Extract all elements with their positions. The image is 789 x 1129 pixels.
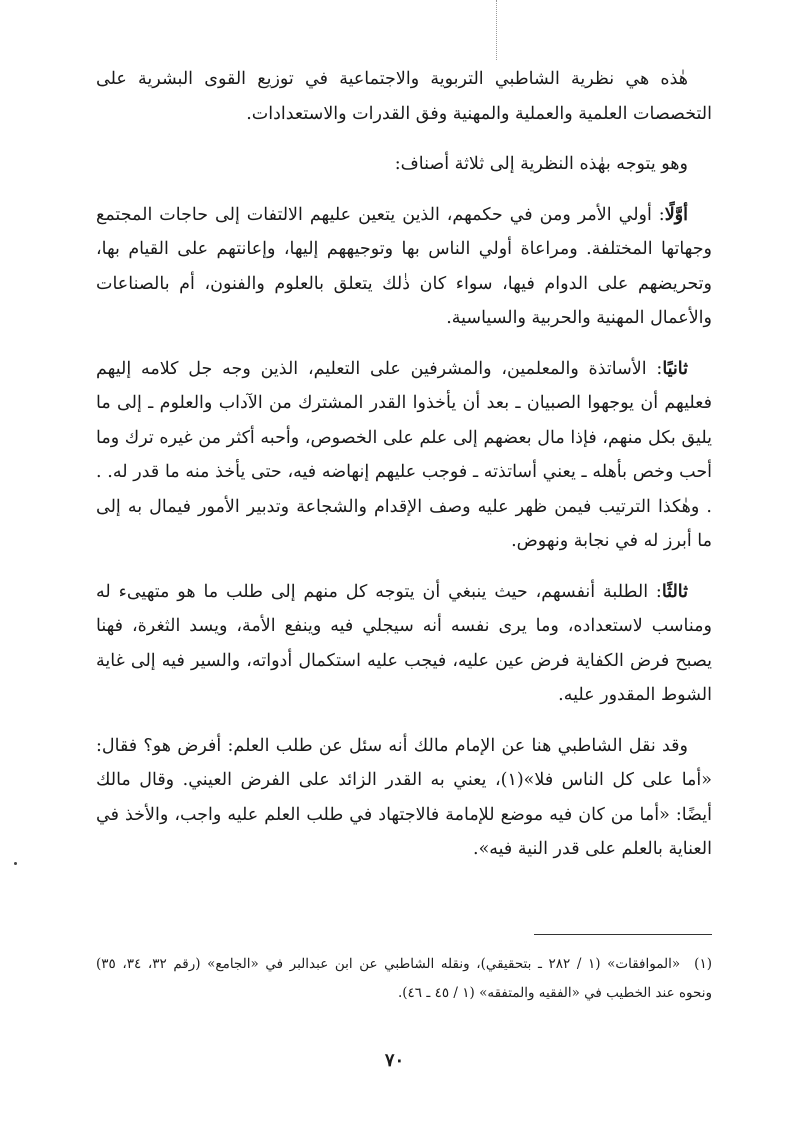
scan-artifact-dot bbox=[14, 862, 17, 865]
first-category-lead: أوَّلًا bbox=[664, 204, 688, 225]
second-category-text: : الأساتذة والمعلمين، والمشرفين على التعليم، الذين وجه جل كلامه إليهم فعليهم أن يوجهوا الصبيان ـ بعد أن يأخذوا القدر المشترك من الآداب والعلوم ـ إلى ما يليق بكل منهم، فإذا مال بعضهم إلى علم على الخصوص، وأحبه أكثر من غيره ترك وما أحب وخص بأهله ـ يعني أساتذته ـ فوجب عليهم إنهاضه فيه، حتى يأخذ منه ما قدر له. . . وهٰكذا الترتيب فيمن ظهر عليه وصف الإقدام والشجاعة وتدبير الأمور فيمال به إلى ما أبرز له في نجابة ونهوض. bbox=[96, 358, 712, 551]
categories-intro: وهو يتوجه بهٰذه النظرية إلى ثلاثة أصناف: bbox=[394, 154, 688, 174]
footnote-item bbox=[96, 950, 712, 1008]
page-body bbox=[96, 62, 712, 867]
third-category-text: : الطلبة أنفسهم، حيث ينبغي أن يتوجه كل منهم إلى طلب ما هو متهيىء له ومناسب لاستعداده، وما يرى نفسه أنه سيجلي فيه وينفع الأمة، ويسد الثغرة، فهنا يصبح فرض الكفاية فرض عين عليه، فيجب عليه استكمال أدواته، والسير فيه إلى غاية الشوط المقدور عليه. bbox=[96, 581, 712, 705]
third-category-paragraph bbox=[96, 575, 712, 713]
first-category-text: : أولي الأمر ومن في حكمهم، الذين يتعين عليهم الالتفات إلى حاجات المجتمع وجهاتها المختلفة. ومراعاة أولي الناس بها وتوجيههم إليها، وإعانتهم على القيام بها، وتحريضهم على الدوام فيها، سواء كان ذٰلك يتعلق بالعلوم والفنون، أم بالصناعات والأعمال المهنية والحربية والسياسية. bbox=[96, 204, 712, 328]
malik-quote-paragraph: وقد نقل الشاطبي هنا عن الإمام مالك أنه سئل عن طلب العلم: أفرض هو؟ فقال: «أما على كل الناس فلا»(١)، يعني به القدر الزائد على الفرض العيني. وقال مالك أيضًا: «أما من كان فيه موضع للإمامة فالاجتهاد في طلب العلم عليه واجب، والأخذ في العناية بالعلم على قدر النية فيه». bbox=[96, 735, 712, 859]
footnote-number: (١) bbox=[694, 956, 712, 972]
footnotes bbox=[96, 950, 712, 1008]
third-category-lead: ثالثًا bbox=[661, 581, 688, 602]
second-category-lead: ثانيًا bbox=[662, 358, 688, 379]
page-number: ٧٠ bbox=[384, 1050, 405, 1071]
second-category-paragraph bbox=[96, 352, 712, 559]
footnote-divider bbox=[534, 934, 712, 935]
first-category-paragraph bbox=[96, 198, 712, 336]
scan-artifact-dots bbox=[496, 0, 499, 60]
footnote-text: «الموافقات» (١ / ٢٨٢ ـ بتحقيقي)، ونقله الشاطبي عن ابن عبدالبر في «الجامع» (رقم ٣٢، ٣٤، ٣٥) ونحوه عند الخطيب في «الفقيه والمتفقه» (١ / ٤٥ ـ ٤٦). bbox=[96, 956, 712, 1001]
intro-paragraph: هٰذه هي نظرية الشاطبي التربوية والاجتماعية في توزيع القوى البشرية على التخصصات العلمية والعملية والمهنية وفق القدرات والاستعدادات. bbox=[96, 69, 712, 124]
